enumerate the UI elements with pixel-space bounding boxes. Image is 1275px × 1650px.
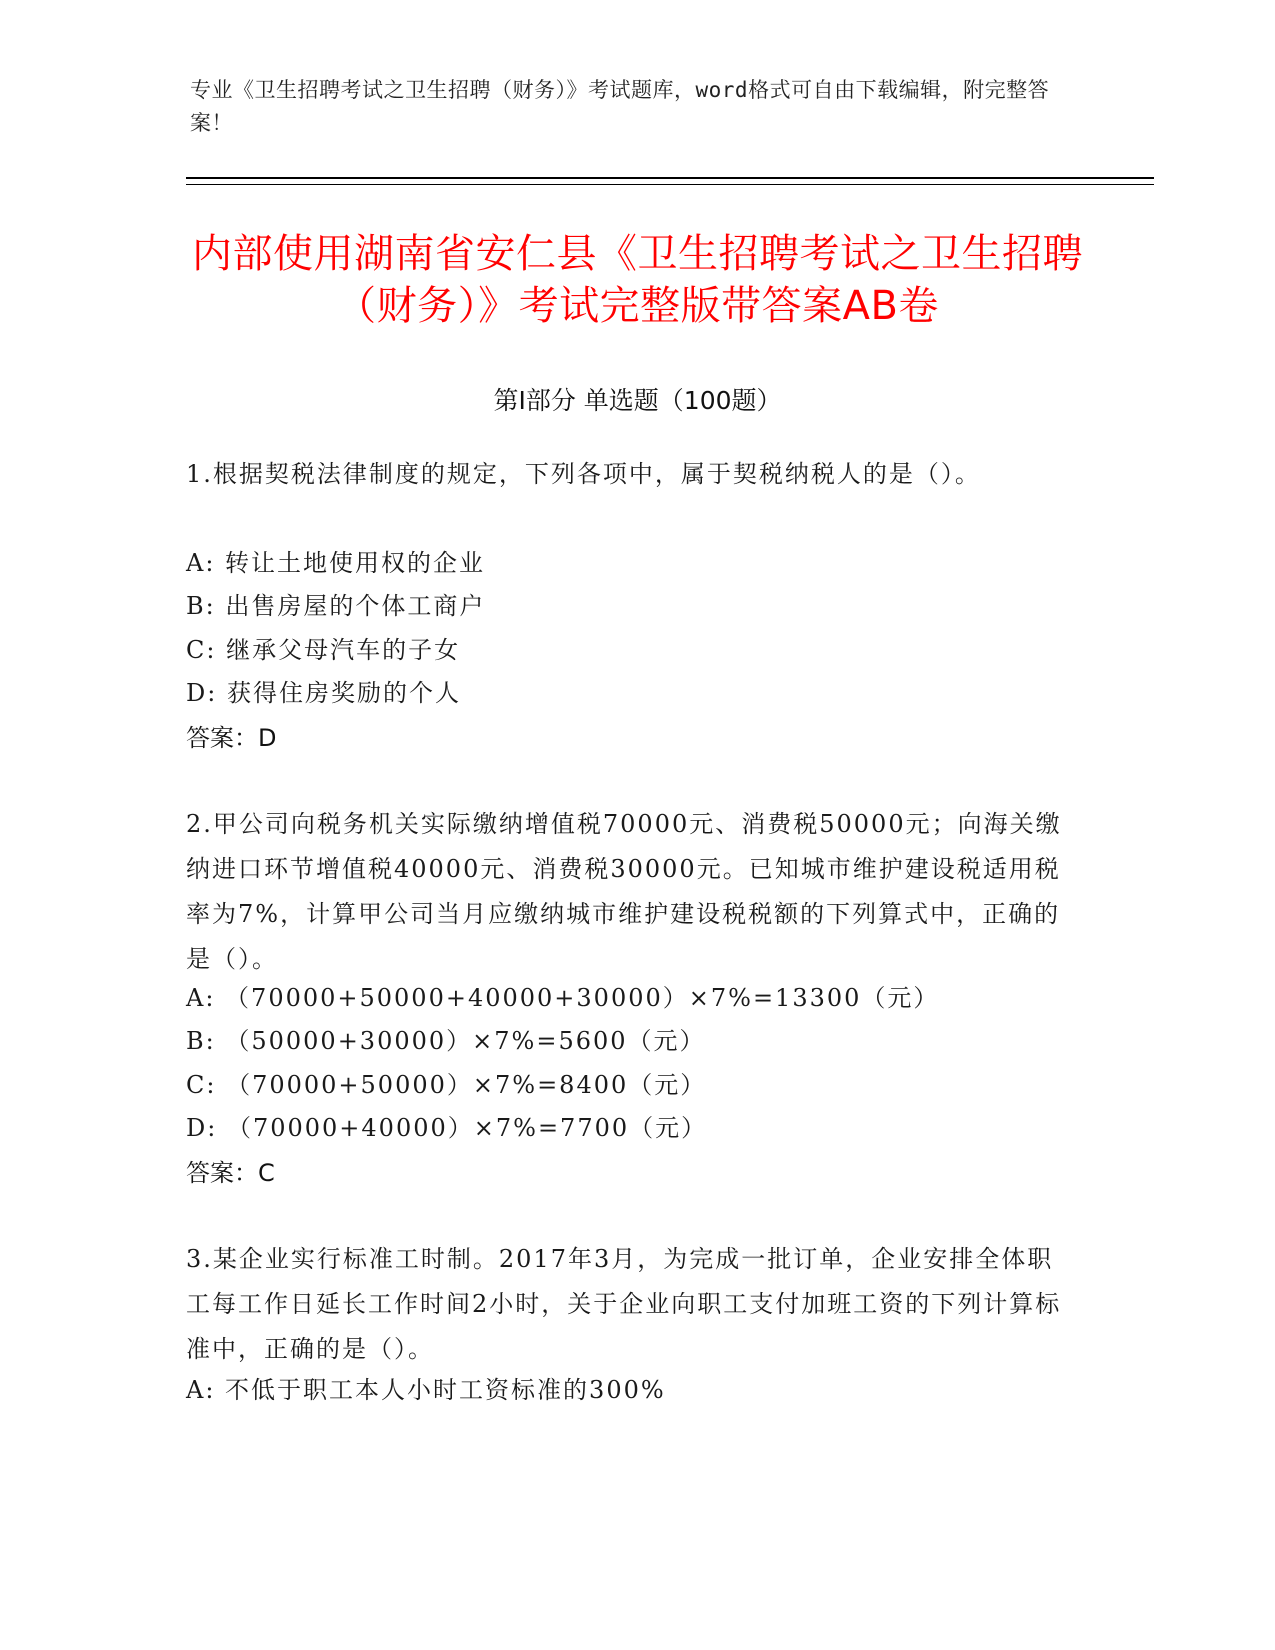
question-2-option-c: C: （70000+50000）×7%=8400（元） (186, 1071, 707, 1099)
question-2-text: 2.甲公司向税务机关实际缴纳增值税70000元、消费税50000元；向海关缴纳进口环节增值税40000元、消费税30000元。已知城市维护建设税适用税率为7%，计算甲公司当月应缴纳城市维护建设税税额的下列算式中，正确的是（）。 (186, 810, 1062, 973)
question-2-answer: 答案：C (186, 1159, 275, 1187)
question-1-option-c: C: 继承父母汽车的子女 (186, 636, 461, 664)
header-rule-thin (186, 184, 1154, 185)
header-rule-thick (186, 177, 1154, 179)
question-2-option-a: A: （70000+50000+40000+30000）×7%=13300（元） (186, 984, 940, 1012)
question-1-answer: 答案：D (186, 724, 277, 752)
question-2-option-b: B: （50000+30000）×7%=5600（元） (186, 1027, 706, 1055)
question-3-text: 3.某企业实行标准工时制。2017年3月，为完成一批订单，企业安排全体职工每工作日延长工作时间2小时，关于企业向职工支付加班工资的下列计算标准中，正确的是（）。 (186, 1245, 1062, 1363)
question-1-text: 1.根据契税法律制度的规定，下列各项中，属于契税纳税人的是（）。 (186, 460, 981, 488)
document-title: 内部使用湖南省安仁县《卫生招聘考试之卫生招聘（财务）》考试完整版带答案AB卷 (192, 231, 1083, 329)
question-1-option-d: D: 获得住房奖励的个人 (186, 679, 461, 707)
question-3-option-a: A: 不低于职工本人小时工资标准的300% (186, 1376, 666, 1404)
section-title: 第Ⅰ部分 单选题（100题） (493, 386, 782, 415)
question-2-option-d: D: （70000+40000）×7%=7700（元） (186, 1114, 708, 1142)
header-note: 专业《卫生招聘考试之卫生招聘（财务）》考试题库，word格式可自由下载编辑，附完整答案！ (190, 78, 1050, 135)
question-1-option-a: A: 转让土地使用权的企业 (186, 549, 486, 577)
question-1-option-b: B: 出售房屋的个体工商户 (186, 592, 486, 620)
